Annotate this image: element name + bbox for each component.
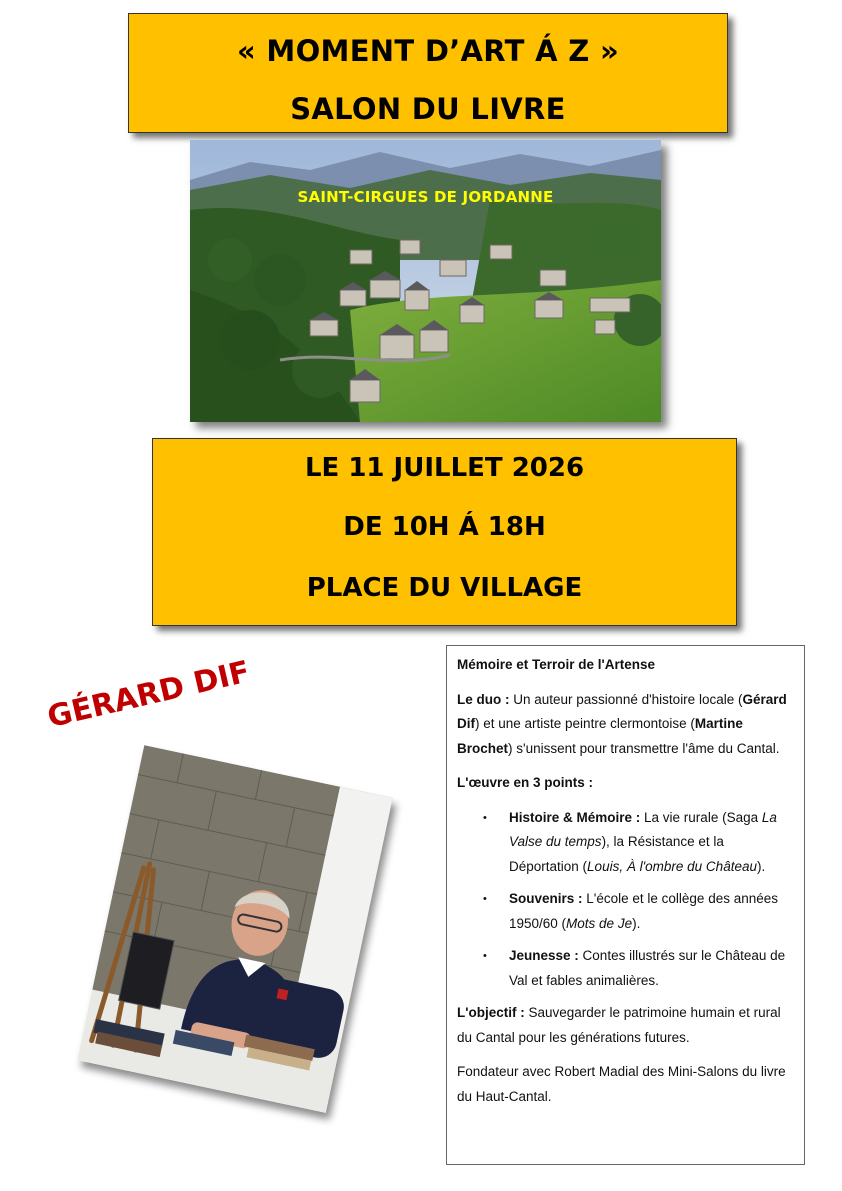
point-text: ). [632,915,641,931]
event-subtitle: SALON DU LIVRE [290,92,566,126]
point-label: Histoire & Mémoire : [509,809,641,825]
village-caption: SAINT-CIRGUES DE JORDANNE [297,188,554,206]
point-text: La vie rurale (Saga [640,809,762,825]
bio-duo-paragraph [457,688,794,762]
author-bio-box [446,645,805,1165]
bio-fondateur-paragraph: Fondateur avec Robert Madial des Mini-Salons du livre du Haut-Cantal. [457,1064,786,1104]
book-title: Mots de Je [566,915,633,931]
author-photo [77,745,392,1113]
bullet-icon: • [483,893,487,905]
book-title: Louis, À l'ombre du Château [587,858,757,874]
duo-author-name: Gérard Dif [457,691,787,731]
list-item [483,887,794,936]
oeuvre-list [457,806,794,994]
title-banner [128,13,728,133]
event-place: PLACE DU VILLAGE [306,573,583,603]
duo-artist-name: Martine Brochet [457,716,743,756]
bullet-icon: • [483,811,487,824]
duo-text: Un auteur passionné d'histoire locale ( [509,691,743,707]
objectif-text: Sauvegarder le patrimoine humain et rural du Cantal pour les générations futures. [457,1005,781,1045]
book-title: La Valse du temps [509,809,777,849]
duo-text: ) s'unissent pour transmettre l'âme du Cantal. [508,740,780,756]
point-text: ). [756,858,766,874]
bullet-icon: • [483,950,487,962]
duo-text: ) et une artiste peintre clermontoise ( [475,716,695,731]
event-date: LE 11 JUILLET 2026 [304,453,585,483]
list-item [483,944,794,993]
point-label: Jeunesse : [509,948,579,963]
author-name: GÉRARD DIF [44,654,254,735]
bio-objectif-paragraph [457,1001,794,1050]
point-text: ), la Résistance et la Déportation ( [509,834,724,874]
oeuvre-heading: L'œuvre en 3 points : [457,775,593,790]
list-item [483,806,794,880]
point-text: Contes illustrés sur le Château de Val et fables animalières. [509,948,786,988]
village-photo [190,140,661,422]
event-title: « MOMENT D’ART Á Z » [237,34,619,68]
point-text: L'école et le collège des années 1950/60 ( [509,891,778,931]
event-info-banner [152,438,737,626]
bio-heading: Mémoire et Terroir de l'Artense [457,657,656,672]
point-label: Souvenirs : [509,891,583,906]
duo-label: Le duo : [457,691,510,707]
objectif-label: L'objectif : [457,1005,525,1020]
event-hours: DE 10H Á 18H [343,512,546,542]
